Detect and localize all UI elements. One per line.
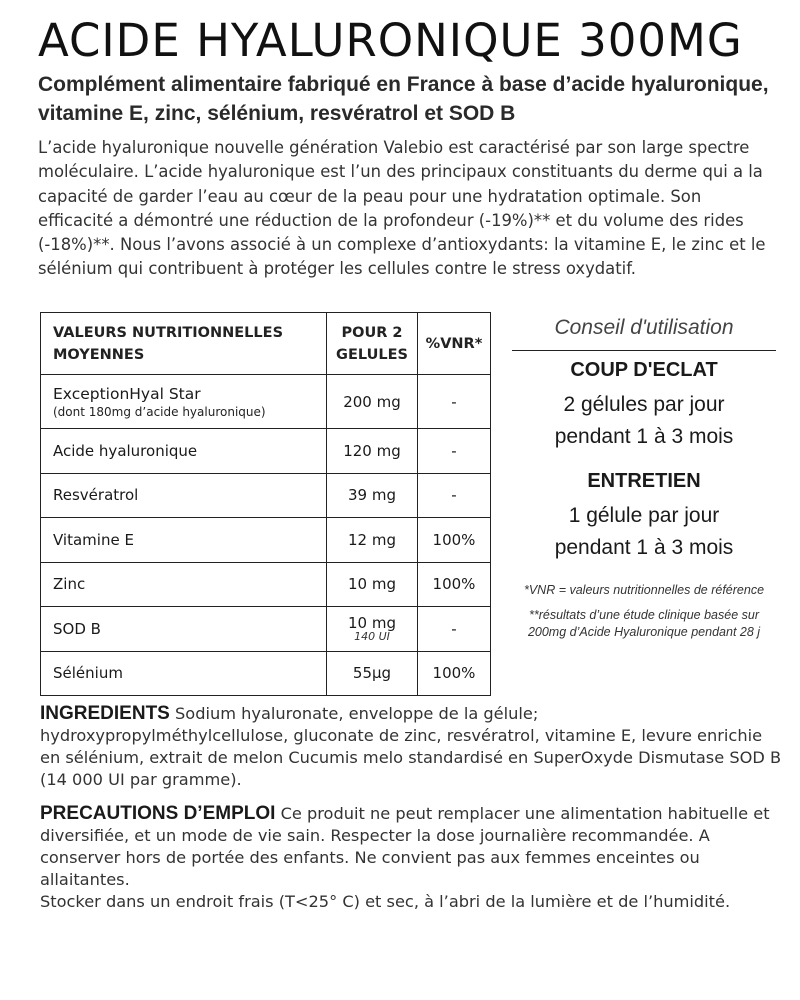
usage-dose: 1 gélule par jour bbox=[568, 504, 720, 527]
precautions-heading: PRECAUTIONS D’EMPLOI bbox=[40, 803, 276, 824]
nutrient-vnr: - bbox=[418, 429, 491, 474]
nutrient-amount: 10 mg bbox=[348, 614, 396, 633]
nutrient-name: SOD B bbox=[41, 607, 327, 652]
footnote-study: **résultats d’une étude clinique basée sur 200mg d’Acide Hyaluronique pendant 28 j bbox=[527, 608, 761, 639]
precautions-section bbox=[40, 803, 782, 913]
ingredients-section bbox=[40, 703, 782, 791]
nutrient-vnr: 100% bbox=[418, 562, 491, 607]
product-subtitle: Complément alimentaire fabriqué en France à base d’acide hyaluronique, vitamine E, zinc, sélénium, resvératrol et SOD B bbox=[38, 73, 769, 125]
footnote-vnr: *VNR = valeurs nutritionnelles de référence bbox=[523, 583, 765, 597]
nutrient-name: Vitamine E bbox=[41, 518, 327, 563]
precautions-text: Ce produit ne peut remplacer une alimentation habituelle et diversifiée, et un mode de vie sain. Respecter la dose journalière recommandée. A conserver hors de portée des enfants. Ne convient pas aux femmes enceintes ou allaitantes. bbox=[40, 804, 770, 889]
nutrient-amount-cell bbox=[327, 607, 418, 652]
nutrient-amount: 39 mg bbox=[327, 473, 418, 518]
nutrient-vnr: 100% bbox=[418, 518, 491, 563]
table-row bbox=[41, 375, 491, 429]
nutrient-name: Resvératrol bbox=[41, 473, 327, 518]
table-row bbox=[41, 607, 491, 652]
nutrient-vnr: 100% bbox=[418, 651, 491, 696]
table-row bbox=[41, 518, 491, 563]
usage-duration: pendant 1 à 3 mois bbox=[554, 425, 734, 448]
nutrient-vnr: - bbox=[418, 375, 491, 429]
usage-block-entretien bbox=[512, 468, 776, 564]
table-row bbox=[41, 562, 491, 607]
table-row bbox=[41, 473, 491, 518]
footnotes bbox=[512, 582, 776, 641]
ingredients-text: Sodium hyaluronate, enveloppe de la gélule; hydroxypropylméthylcellulose, gluconate de zinc, resvératrol, vitamine E, levure enrichie en sélénium, extrait de melon Cucumis melo standardisé en SuperOxyde Dismutase SOD B (14 000 UI par gramme). bbox=[40, 704, 782, 789]
nutrient-amount: 10 mg bbox=[327, 562, 418, 607]
nutrient-amount: 55µg bbox=[327, 651, 418, 696]
ingredients-heading: INGREDIENTS bbox=[40, 703, 170, 724]
nutrition-table bbox=[40, 312, 491, 696]
usage-dose: 2 gélules par jour bbox=[563, 393, 725, 416]
table-header-row bbox=[41, 313, 491, 375]
header-vnr: %VNR* bbox=[418, 313, 491, 375]
nutrient-amount: 120 mg bbox=[327, 429, 418, 474]
table-row bbox=[41, 429, 491, 474]
nutrient-name: Sélénium bbox=[41, 651, 327, 696]
header-nutrition-values: VALEURS NUTRITIONNELLES MOYENNES bbox=[41, 313, 327, 375]
usage-heading: COUP D'ECLAT bbox=[570, 359, 718, 381]
header-per-2-capsules: POUR 2 GELULES bbox=[327, 313, 418, 375]
nutrient-name: Acide hyaluronique bbox=[41, 429, 327, 474]
nutrient-vnr: - bbox=[418, 473, 491, 518]
nutrient-note: (dont 180mg d’acide hyaluronique) bbox=[53, 404, 266, 419]
nutrient-name: ExceptionHyal Star bbox=[53, 384, 201, 403]
nutrient-amount: 12 mg bbox=[327, 518, 418, 563]
nutrient-units-ui: 140 UI bbox=[354, 630, 390, 644]
usage-duration: pendant 1 à 3 mois bbox=[554, 536, 734, 559]
usage-block-coup-eclat bbox=[512, 357, 776, 453]
nutrient-name: Zinc bbox=[41, 562, 327, 607]
nutrient-vnr: - bbox=[418, 607, 491, 652]
usage-advice-divider bbox=[512, 350, 776, 351]
nutrient-amount: 200 mg bbox=[327, 375, 418, 429]
usage-advice-title: Conseil d'utilisation bbox=[554, 316, 734, 339]
storage-text: Stocker dans un endroit frais (T<25° C) et sec, à l’abri de la lumière et de l’humidité. bbox=[40, 892, 731, 911]
nutrient-cell bbox=[41, 375, 327, 429]
intro-paragraph: L’acide hyaluronique nouvelle génération Valebio est caractérisé par son large spectre moléculaire. L’acide hyaluronique est l’un des principaux constituants du derme qui a la capacité de garder l’eau au cœur de la peau pour une hydratation optimale. Son efficacité a démontré une réduction de la profondeur (-19%)** et du volume des rides (-18%)**. Nous l’avons associé à un complexe d’antioxydants: la vitamine E, le zinc et le sélénium qui contribuent à protéger les cellules contre le stress oxydatif. bbox=[38, 138, 766, 279]
table-row bbox=[41, 651, 491, 696]
usage-heading: ENTRETIEN bbox=[587, 470, 701, 492]
product-title: ACIDE HYALURONIQUE 300MG bbox=[38, 14, 743, 67]
